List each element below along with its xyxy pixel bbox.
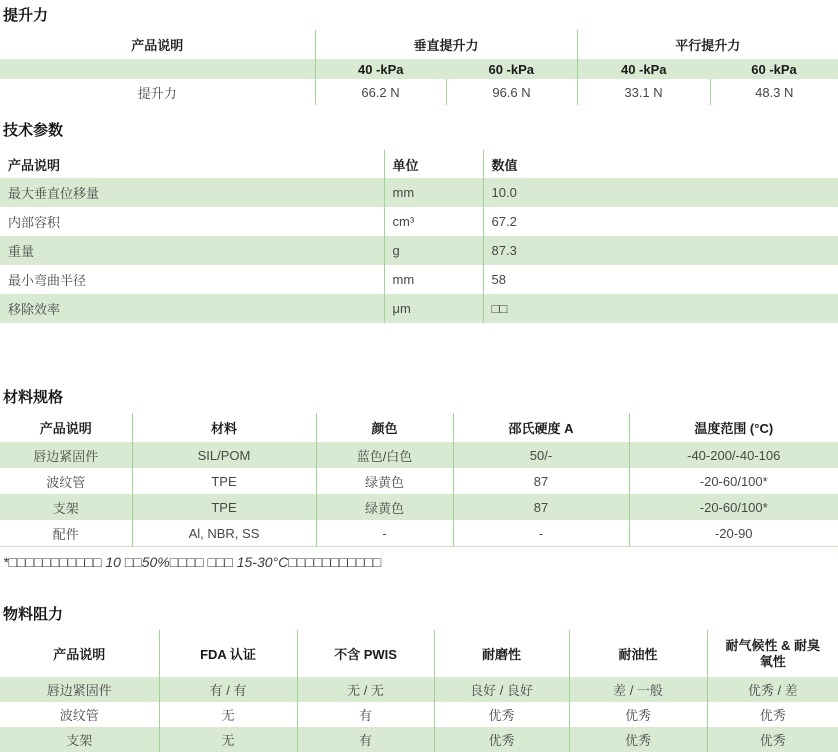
lifting-value-cell: 33.1 N: [577, 79, 710, 105]
param-name-cell: 移除效率: [0, 294, 384, 323]
lifting-row-label: 提升力: [137, 85, 177, 101]
section-title-technical-parameters: 技术参数: [3, 122, 64, 139]
material-temp-cell: -40-200/-40-106: [629, 442, 838, 468]
resistance-weather-cell: 优秀: [707, 702, 838, 727]
resistance-col-header-abrasion: 耐磨性: [434, 630, 569, 677]
resistance-col-header-oil: 耐油性: [569, 630, 707, 677]
tech-col-header-value: 数值: [483, 150, 838, 178]
material-temp-cell: -20-60/100*: [629, 494, 838, 520]
technical-parameters-table: [0, 150, 838, 323]
material-col-header-material: 材料: [132, 413, 316, 442]
param-value-cell: 10.0: [483, 178, 838, 207]
lifting-force-table: [0, 30, 838, 105]
material-temp-cell: -20-90: [629, 520, 838, 547]
param-unit-cell: cm³: [384, 207, 483, 236]
resistance-col-header-product: 产品说明: [53, 647, 106, 662]
resistance-abrasion-cell: 优秀: [434, 727, 569, 752]
section-title-lifting-force: 提升力: [3, 7, 49, 24]
resistance-pwis-cell: 有: [297, 702, 434, 727]
resistance-abrasion-cell: 良好 / 良好: [434, 677, 569, 702]
param-name-cell: 最大垂直位移量: [0, 178, 384, 207]
material-hardness-cell: 50/-: [453, 442, 629, 468]
material-color-cell: 绿黄色: [316, 468, 453, 494]
material-material-cell: TPE: [132, 468, 316, 494]
material-resistance-table: [0, 630, 838, 752]
table-row: [0, 520, 838, 547]
material-part-cell: 波纹管: [46, 474, 86, 490]
table-row: [0, 294, 838, 323]
resistance-oil-cell: 优秀: [569, 727, 707, 752]
lifting-value-cell: 66.2 N: [315, 79, 446, 105]
lifting-subheader-60kpa-vertical: 60 -kPa: [446, 59, 577, 79]
param-unit-cell: g: [384, 236, 483, 265]
resistance-part-cell: 唇边紧固件: [0, 677, 159, 702]
lifting-band-empty-cell: [0, 59, 315, 79]
param-value-cell: 67.2: [483, 207, 838, 236]
lifting-subheader-40kpa-parallel: 40 -kPa: [577, 59, 710, 79]
param-value-cell: □□: [483, 294, 838, 323]
material-specs-footnote: *□□□□□□□□□□□ 10 □□50%□□□□ □□□ 15-30°C□□□□□□□□□□□: [3, 554, 382, 570]
param-value-cell: 58: [483, 265, 838, 294]
table-row: [0, 207, 838, 236]
material-part-cell: 配件: [52, 526, 79, 542]
param-unit-cell: mm: [384, 178, 483, 207]
resistance-col-header-fda: FDA 认证: [159, 630, 297, 677]
table-row: [0, 442, 838, 468]
table-row: [0, 494, 838, 520]
lifting-value-cell: 96.6 N: [446, 79, 577, 105]
resistance-pwis-cell: 有: [297, 727, 434, 752]
lifting-subheader-60kpa-parallel: 60 -kPa: [710, 59, 838, 79]
material-col-header-temp-range: 温度范围 (°C): [629, 413, 838, 442]
table-row: [0, 178, 838, 207]
material-hardness-cell: -: [453, 520, 629, 547]
table-row: [0, 468, 838, 494]
material-material-cell: SIL/POM: [132, 442, 316, 468]
param-name-cell: 重量: [0, 236, 384, 265]
material-material-cell: TPE: [132, 494, 316, 520]
material-specs-table: [0, 413, 838, 547]
param-value-cell: 87.3: [483, 236, 838, 265]
lifting-col-header-product: 产品说明: [131, 38, 184, 53]
resistance-oil-cell: 优秀: [569, 702, 707, 727]
material-color-cell: -: [316, 520, 453, 547]
resistance-col-header-pwis: 不含 PWIS: [297, 630, 434, 677]
material-color-cell: 蓝色/白色: [316, 442, 453, 468]
resistance-part-cell: 波纹管: [59, 708, 99, 723]
material-temp-cell: -20-60/100*: [629, 468, 838, 494]
tech-col-header-product: 产品说明: [8, 157, 61, 173]
section-title-material-specs: 材料规格: [3, 389, 64, 406]
material-hardness-cell: 87: [453, 468, 629, 494]
table-row: [0, 702, 838, 727]
table-row: [0, 677, 838, 702]
resistance-part-cell: 支架: [0, 727, 159, 752]
resistance-weather-cell: 优秀: [707, 727, 838, 752]
table-row: [0, 236, 838, 265]
material-hardness-cell: 87: [453, 494, 629, 520]
material-part-cell: 支架: [0, 494, 132, 520]
table-row: [0, 265, 838, 294]
material-col-header-hardness: 邵氏硬度 A: [453, 413, 629, 442]
param-name-cell: 最小弯曲半径: [8, 273, 87, 288]
resistance-abrasion-cell: 优秀: [434, 702, 569, 727]
table-row: [0, 727, 838, 752]
material-material-cell: Al, NBR, SS: [132, 520, 316, 547]
resistance-oil-cell: 差 / 一般: [569, 677, 707, 702]
lifting-group-header-vertical: 垂直提升力: [315, 30, 577, 59]
material-color-cell: 绿黄色: [316, 494, 453, 520]
resistance-col-header-weather-ozone: 耐气候性 & 耐臭氧性: [707, 630, 838, 677]
lifting-subheader-40kpa-vertical: 40 -kPa: [315, 59, 446, 79]
resistance-fda-cell: 有 / 有: [159, 677, 297, 702]
param-unit-cell: mm: [384, 265, 483, 294]
material-part-cell: 唇边紧固件: [0, 442, 132, 468]
param-unit-cell: μm: [384, 294, 483, 323]
param-name-cell: 内部容积: [8, 215, 61, 230]
tech-col-header-unit: 单位: [384, 150, 483, 178]
resistance-fda-cell: 无: [159, 702, 297, 727]
resistance-fda-cell: 无: [159, 727, 297, 752]
section-title-material-resistance: 物料阻力: [3, 606, 64, 623]
material-col-header-product: 产品说明: [39, 421, 92, 436]
material-col-header-color: 颜色: [316, 413, 453, 442]
resistance-pwis-cell: 无 / 无: [297, 677, 434, 702]
resistance-weather-cell: 优秀 / 差: [707, 677, 838, 702]
lifting-group-header-parallel: 平行提升力: [577, 30, 838, 59]
lifting-value-cell: 48.3 N: [710, 79, 838, 105]
